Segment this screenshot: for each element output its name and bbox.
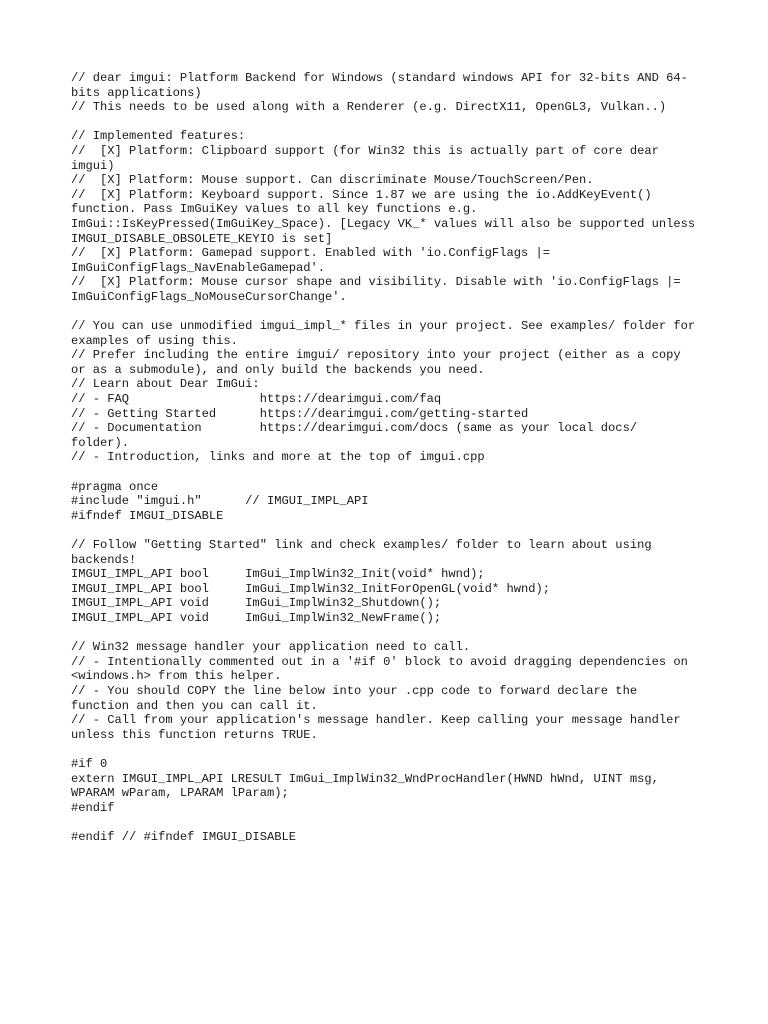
code-line: #ifndef IMGUI_DISABLE	[71, 508, 224, 523]
code-line: IMGUI_IMPL_API void ImGui_ImplWin32_NewFrame();	[71, 610, 442, 625]
code-line: // [X] Platform: Gamepad support. Enabled with 'io.ConfigFlags |= ImGuiConfigFlags_NavEnableGamepad'.	[71, 246, 558, 275]
preprocessor-block	[71, 480, 701, 524]
code-line: // [X] Platform: Clipboard support (for Win32 this is actually part of core dear imgui)	[71, 143, 667, 173]
code-line: IMGUI_IMPL_API bool ImGui_ImplWin32_Init(void* hwnd);	[71, 567, 485, 582]
code-line: // dear imgui: Platform Backend for Windows (standard windows API for 32-bits AND 64-bits applications)	[71, 71, 688, 100]
endif-block	[71, 830, 701, 845]
code-line: #pragma once	[71, 479, 159, 494]
code-line: extern IMGUI_IMPL_API LRESULT ImGui_ImplWin32_WndProcHandler(HWND hWnd, UINT msg, WPARAM wParam, LPARAM lParam);	[71, 771, 667, 801]
code-line: // Implemented features:	[71, 129, 246, 144]
code-line: // [X] Platform: Mouse cursor shape and visibility. Disable with 'io.ConfigFlags |= ImGuiConfigFlags_NoMouseCursorChange'.	[71, 275, 688, 304]
api-declarations-block	[71, 538, 701, 626]
if-zero-block	[71, 757, 701, 815]
features-comment-block	[71, 129, 701, 304]
code-line: #endif	[71, 800, 115, 815]
code-line: // - Getting Started https://dearimgui.com/getting-started	[71, 406, 529, 421]
usage-comment-block	[71, 319, 701, 465]
code-line: // - Intentionally commented out in a '#if 0' block to avoid dragging dependencies on <windows.h> from this helper.	[71, 654, 696, 684]
code-document	[71, 71, 701, 859]
code-line: // You can use unmodified imgui_impl_* files in your project. See examples/ folder for examples of using this.	[71, 319, 703, 348]
code-line: // - FAQ https://dearimgui.com/faq	[71, 392, 442, 407]
code-line: #if 0	[71, 756, 108, 771]
code-line: // This needs to be used along with a Renderer (e.g. DirectX11, OpenGL3, Vulkan..)	[71, 100, 667, 115]
code-line: // - You should COPY the line below into your .cpp code to forward declare the function and then you can call it.	[71, 683, 645, 713]
code-line: // Learn about Dear ImGui:	[71, 377, 260, 392]
code-line: #endif // #ifndef IMGUI_DISABLE	[71, 829, 296, 844]
code-line: #include "imgui.h" // IMGUI_IMPL_API	[71, 494, 369, 509]
code-line: // Prefer including the entire imgui/ repository into your project (either as a copy or as a submodule), and only build the backends you need.	[71, 348, 688, 377]
code-line: // [X] Platform: Keyboard support. Since 1.87 we are using the io.AddKeyEvent() function. Pass ImGuiKey values to all key functions e.g. ImGui::IsKeyPressed(ImGuiKey_Space). [Legacy VK_* values will also be supported unless IMGUI_DISABLE_OBSOLETE_KEYIO is set]	[71, 187, 703, 246]
code-line: // Win32 message handler your application need to call.	[71, 640, 471, 655]
header-comment-block	[71, 71, 701, 115]
code-line: IMGUI_IMPL_API bool ImGui_ImplWin32_InitForOpenGL(void* hwnd);	[71, 581, 550, 596]
code-line: // [X] Platform: Mouse support. Can discriminate Mouse/TouchScreen/Pen.	[71, 173, 594, 188]
code-line: // - Call from your application's message handler. Keep calling your message handler unless this function returns TRUE.	[71, 713, 688, 742]
message-handler-comment-block	[71, 640, 701, 742]
code-line: // Follow "Getting Started" link and check examples/ folder to learn about using backends!	[71, 538, 659, 567]
code-line: // - Introduction, links and more at the top of imgui.cpp	[71, 450, 485, 465]
code-line: IMGUI_IMPL_API void ImGui_ImplWin32_Shutdown();	[71, 596, 442, 611]
code-line: // - Documentation https://dearimgui.com/docs (same as your local docs/ folder).	[71, 421, 645, 450]
